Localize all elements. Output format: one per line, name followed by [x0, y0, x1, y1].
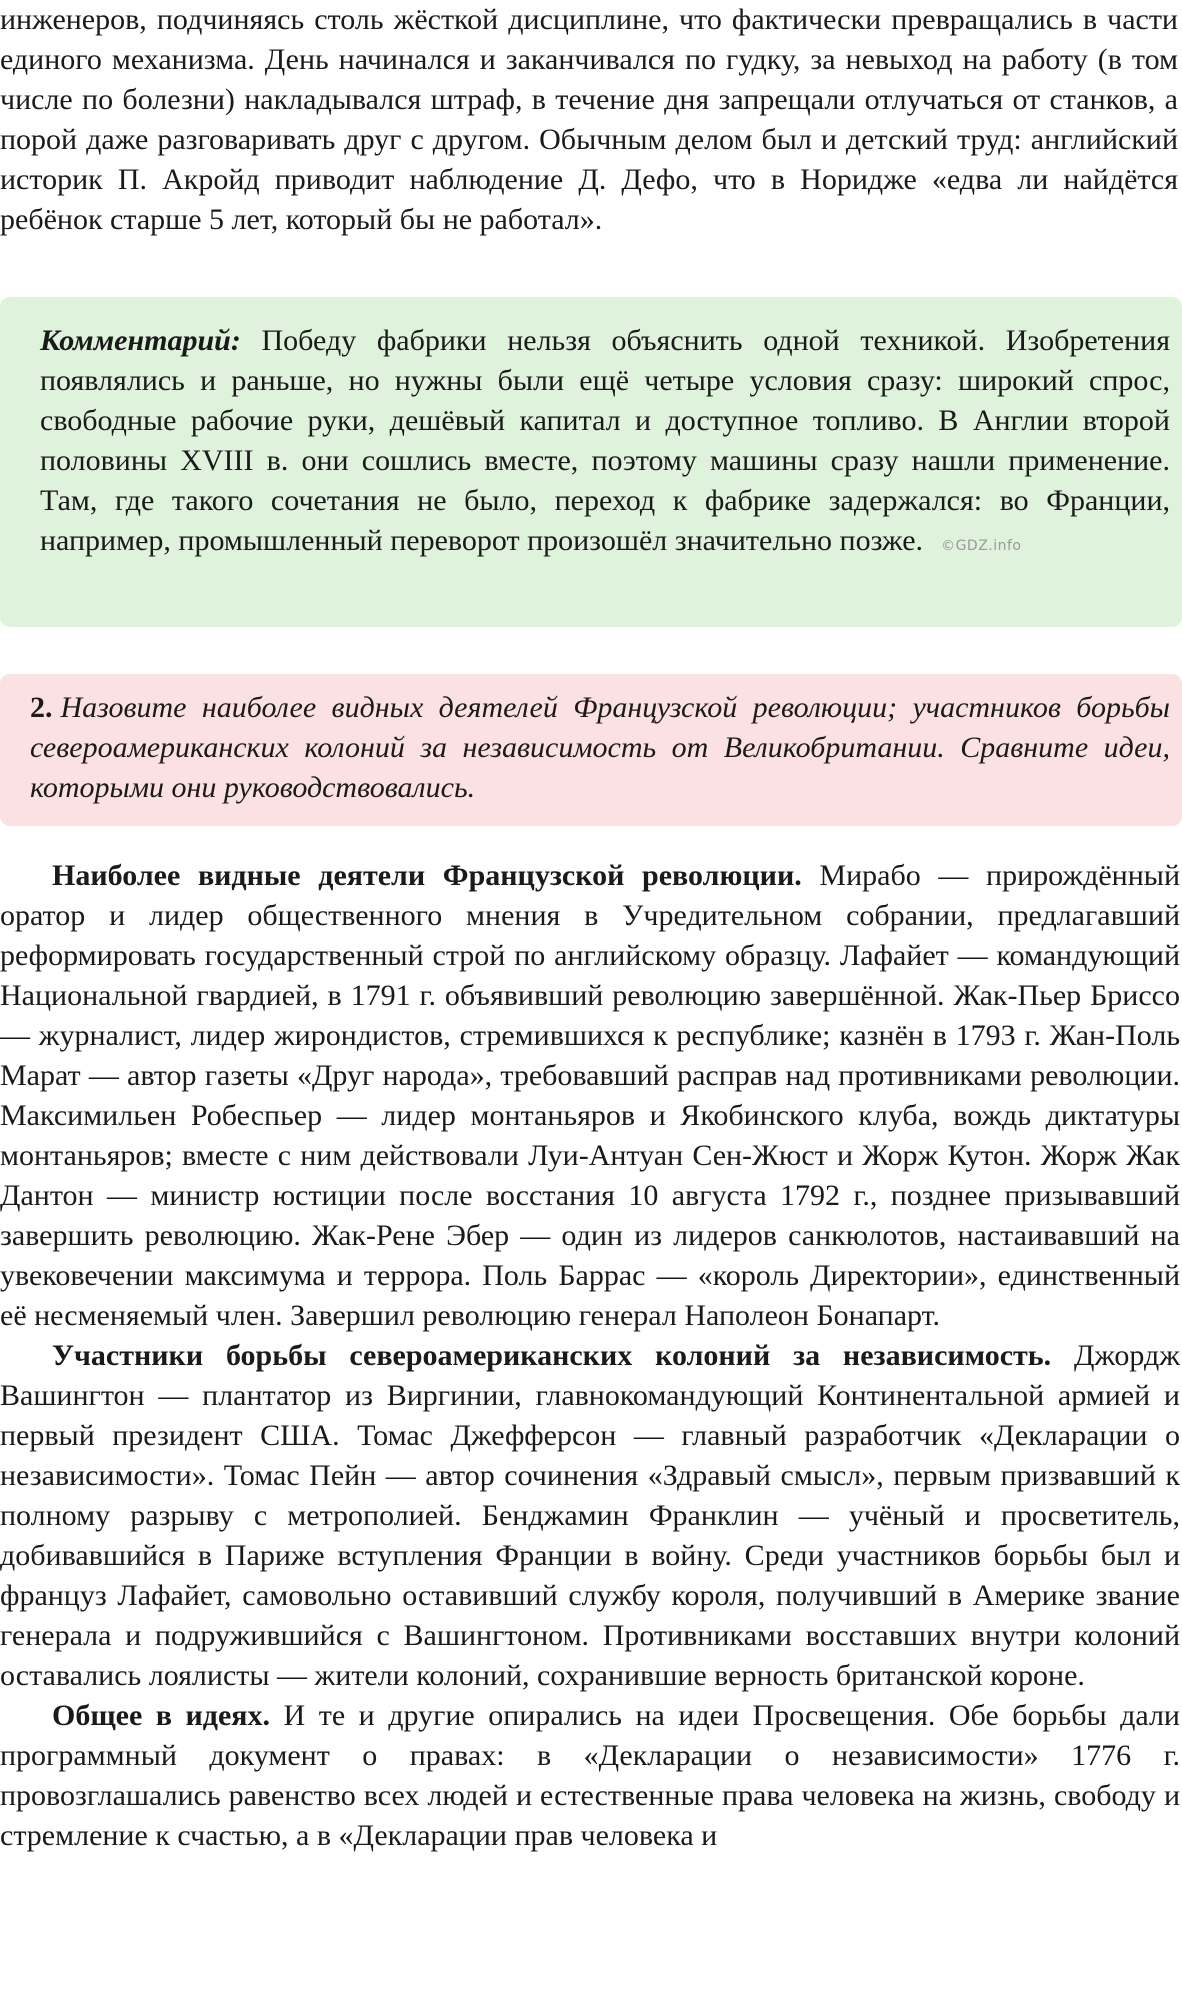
question-body: Назовите наиболее видных деятелей Французской революции; участников борьбы североамериканских колоний за независимость от Великобритании. Сравните идеи, которыми они руководствовались.	[30, 691, 1170, 804]
answer-lead: Общее в идеях.	[52, 1699, 271, 1732]
answer-body: Джордж Вашингтон — плантатор из Виргинии, главнокомандующий Континентальной армией и первый президент США. Томас Джефферсон — главный разработчик «Декларации о независимости». Томас Пейн — автор сочинения «Здравый смысл», первым призвавший к полному разрыву с метрополией. Бенджамин Франклин — учёный и просветитель, добивавшийся в Париже вступления Франции в войну. Среди участников борьбы был и француз Лафайет, самовольно оставивший службу короля, получивший в Америке звание генерала и подружившийся с Вашингтоном. Противниками восставших внутри колоний оставались лоялисты — жители колоний, сохранившие верность британской короне.	[0, 1339, 1181, 1692]
question-paragraph	[30, 688, 1170, 808]
answer-lead: Участники борьбы североамериканских колоний за независимость.	[52, 1339, 1052, 1372]
answer-paragraph-american-colonies	[0, 1336, 1180, 1696]
comment-box	[0, 297, 1182, 627]
question-number: 2.	[30, 691, 53, 724]
answer-lead: Наиболее видные деятели Французской революции.	[52, 859, 802, 892]
answer-section	[0, 856, 1180, 1856]
answer-paragraph-common-ideas	[0, 1696, 1180, 1856]
question-box	[0, 674, 1182, 826]
answer-body: И те и другие опирались на идеи Просвещения. Обе борьбы дали программный документ о правах: в «Декларации о независимости» 1776 г. провозглашались равенство всех людей и естественные права человека на жизнь, свободу и стремление к счастью, а в «Декларации прав человека и	[0, 1699, 1180, 1852]
comment-paragraph	[40, 321, 1170, 566]
answer-paragraph-french-revolution	[0, 856, 1180, 1336]
gdz-watermark: ©GDZ.info	[941, 538, 1022, 554]
comment-body: Победу фабрики нельзя объяснить одной техникой. Изобретения появлялись и раньше, но нужны были ещё четыре условия сразу: широкий спрос, свободные рабочие руки, дешёвый капитал и доступное топливо. В Англии второй половины XVIII в. они сошлись вместе, поэтому машины сразу нашли применение. Там, где такого сочетания не было, переход к фабрике задержался: во Франции, например, промышленный переворот произошёл значительно позже.	[40, 324, 1171, 557]
comment-label: Комментарий:	[40, 324, 241, 357]
top-paragraph: инженеров, подчиняясь столь жёсткой дисциплине, что фактически превращались в части единого механизма. День начинался и заканчивался по гудку, за невыход на работу (в том числе по болезни) накладывался штраф, в течение дня запрещали отлучаться от станков, а порой даже разговаривать друг с другом. Обычным делом был и детский труд: английский историк П. Акройд приводит наблюдение Д. Дефо, что в Норидже «едва ли найдётся ребёнок старше 5 лет, который бы не работал».	[0, 3, 1178, 236]
answer-body: Мирабо — прирождённый оратор и лидер общественного мнения в Учредительном собрании, предлагавший реформировать государственный строй по английскому образцу. Лафайет — командующий Национальной гвардией, в 1791 г. объявивший революцию завершённой. Жак-Пьер Бриссо — журналист, лидер жирондистов, стремившихся к республике; казнён в 1793 г. Жан-Поль Марат — автор газеты «Друг народа», требовавший расправ над противниками революции. Максимильен Робеспьер — лидер монтаньяров и Якобинского клуба, вождь диктатуры монтаньяров; вместе с ним действовали Луи-Антуан Сен-Жюст и Жорж Кутон. Жорж Жак Дантон — министр юстиции после восстания 10 августа 1792 г., позднее призывавший завершить революцию. Жак-Рене Эбер — один из лидеров санкюлотов, настаивавший на увековечении максимума и террора. Поль Баррас — «король Директории», единственный её несменяемый член. Завершил революцию генерал Наполеон Бонапарт.	[0, 859, 1180, 1332]
